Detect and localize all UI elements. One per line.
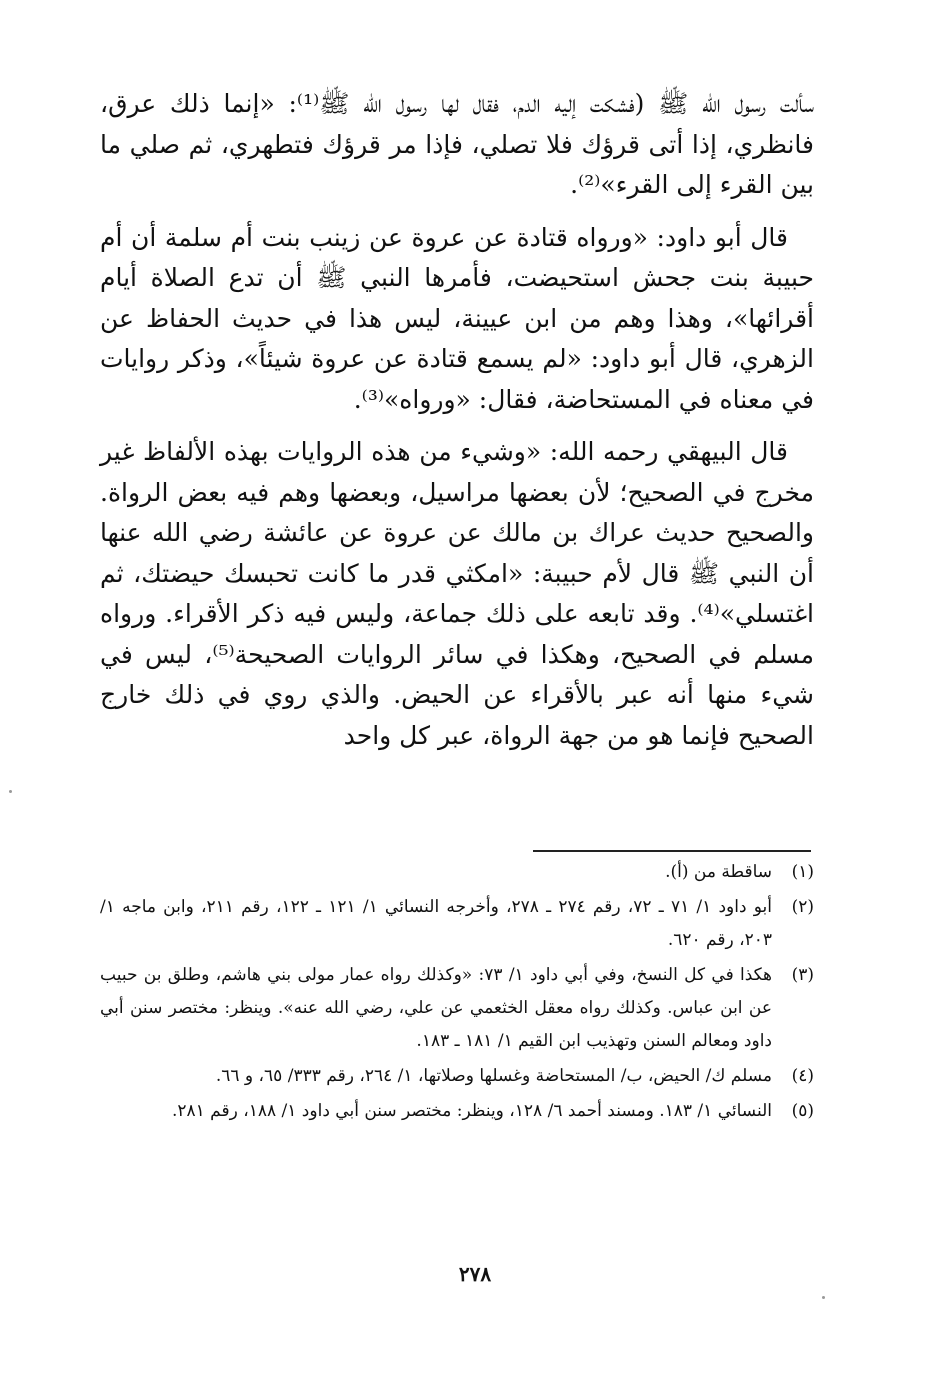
- footnote-text: ساقطة من (أ).: [665, 862, 772, 882]
- footnote-number: (٣): [791, 965, 814, 985]
- footnote-text: هكذا في كل النسخ، وفي أبي داود ١/ ٧٣: «وكذلك رواه عمار مولى بني هاشم، وطلق بن حبيب عن ابن عباس. وكذلك رواه معقل الخثعمي عن علي، رضي الله عنه». وينظر: مختصر سنن أبي داود ومعالم السنن وتهذيب ابن القيم ١/ ١٨١ ـ ١٨٣.: [100, 965, 773, 1051]
- footnote-number: (٥): [791, 1101, 814, 1121]
- footnote-3: [100, 959, 814, 1058]
- paragraph-3: قال البيهقي رحمه الله: «وشيء من هذه الروايات بهذه الألفاظ غير مخرج في الصحيح؛ لأن بعضها مراسيل، وبعضها وهم فيه بعض الرواة. والصحيح حديث عراك بن مالك عن عروة عن عائشة رضي الله عنها أن النبي ﷺ قال لأم حبيبة: «امكثي قدر ما كانت تحبسك حيضتك، ثم اغتسلي»⁽⁴⁾. وقد تابعه على ذلك جماعة، وليس فيه ذكر الأقراء. ورواه مسلم في الصحيح، وهكذا في سائر الروايات الصحيحة⁽⁵⁾، ليس في شيء منها أنه عبر بالأقراء عن الحيض. والذي روي في ذلك خارج الصحيح فإنما هو من جهة الرواة، عبر كل واحد: [100, 437, 814, 750]
- footnote-2: [100, 891, 814, 957]
- footnote-number: (١): [791, 862, 814, 882]
- scan-speck: [822, 1296, 825, 1299]
- paragraph-1: سألت رسول الله ﷺ (فشكت إليه الدم، فقال لها رسول الله ﷺ⁽¹⁾: «إنما ذلك عرق، فانظري، إذا أتى قرؤك فلا تصلي، فإذا مر قرؤك فتطهري، ثم صلي ما بين القرء إلى القرء»⁽²⁾.: [100, 89, 814, 199]
- page-number: ٢٧٨: [458, 1262, 492, 1286]
- footnote-text: مسلم ك/ الحيض، ب/ المستحاضة وغسلها وصلاتها، ١/ ٢٦٤، رقم ٣٣٣/ ٦٥، و ٦٦.: [215, 1066, 772, 1086]
- footnote-number: (٤): [791, 1066, 814, 1086]
- footnotes: [100, 856, 814, 1130]
- footnote-text: النسائي ١/ ١٨٣. ومسند أحمد ٦/ ١٢٨، وينظر: مختصر سنن أبي داود ١/ ١٨٨، رقم ٢٨١.: [171, 1101, 772, 1121]
- scan-speck: [9, 790, 12, 793]
- footnote-5: [100, 1095, 814, 1128]
- main-text: [100, 84, 814, 768]
- footnote-1: [100, 856, 814, 889]
- footnote-separator: [533, 850, 811, 852]
- footnote-text: أبو داود ١/ ٧١ ـ ٧٢، رقم ٢٧٤ ـ ٢٧٨، وأخرجه النسائي ١/ ١٢١ ـ ١٢٢، رقم ٢١١، وابن ماجه ١/ ٢٠٣، رقم ٦٢٠.: [100, 897, 772, 950]
- footnote-number: (٢): [791, 897, 814, 917]
- paragraph-2: قال أبو داود: «ورواه قتادة عن عروة عن زينب بنت أم سلمة أن أم حبيبة بنت جحش استحيضت، فأمرها النبي ﷺ أن تدع الصلاة أيام أقرائها»، وهذا وهم من ابن عيينة، ليس هذا في حديث الحفاظ عن الزهري، قال أبو داود: «لم يسمع قتادة عن عروة شيئاً»، وذكر روايات في معناه في المستحاضة، فقال: «ورواه»⁽³⁾.: [100, 222, 814, 414]
- footnote-4: [100, 1060, 814, 1093]
